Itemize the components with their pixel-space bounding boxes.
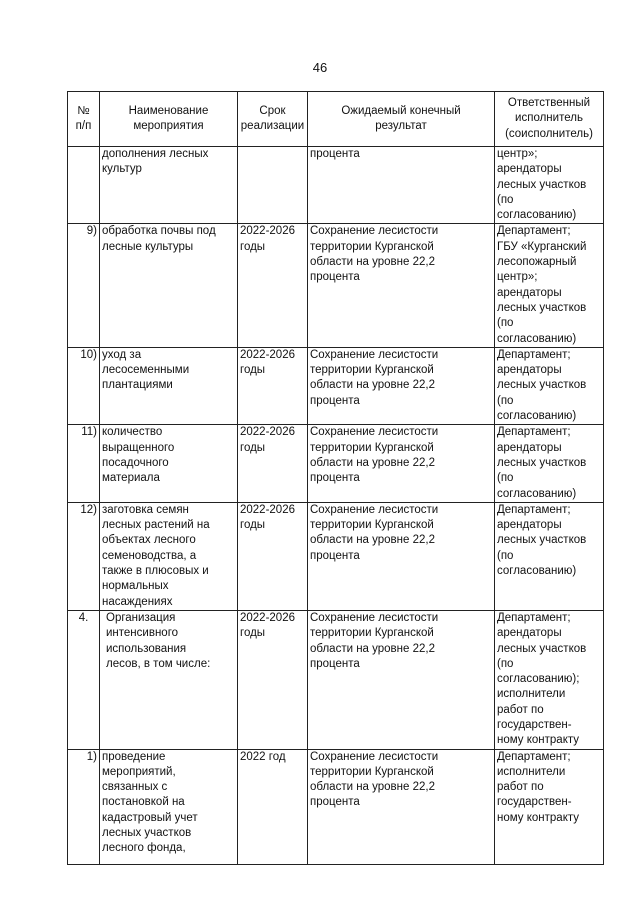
row-result: Сохранение лесистости территории Курганской области на уровне 22,2 процента [308,425,495,502]
table-row [68,347,604,424]
header-name: Наименование мероприятия [100,92,238,147]
row-responsible: Департамент; арендаторы лесных участков (по согласованию) [495,425,604,502]
header-term: Срок реализации [238,92,308,147]
measures-table [67,91,604,865]
row-responsible: Департамент; исполнители работ по государствен- ному контракту [495,749,604,864]
row-name: проведение мероприятий, связанных с постановкой на кадастровый учет лесных участков лесного фонда, [100,749,238,864]
row-responsible: Департамент; арендаторы лесных участков (по согласованию) [495,502,604,610]
header-num: № п/п [68,92,100,147]
header-result: Ожидаемый конечный результат [308,92,495,147]
table-row [68,224,604,347]
row-name: количество выращенного посадочного материала [100,425,238,502]
header-responsible: Ответственный исполнитель (соисполнитель) [495,92,604,147]
row-num [68,147,100,224]
row-name: дополнения лесных культур [100,147,238,224]
row-term [238,147,308,224]
row-term: 2022-2026 годы [238,425,308,502]
row-responsible: Департамент; ГБУ «Курганский лесопожарный центр»; арендаторы лесных участков (по согласованию) [495,224,604,347]
row-responsible: Департамент; арендаторы лесных участков (по согласованию); исполнители работ по государствен- ному контракту [495,610,604,749]
row-term: 2022 год [238,749,308,864]
row-num: 10) [68,347,100,424]
row-num: 4. [68,610,100,749]
row-name: заготовка семян лесных растений на объектах лесного семеноводства, а также в плюсовых и нормальных насаждениях [100,502,238,610]
row-name: Организация интенсивного использования лесов, в том числе: [100,610,238,749]
table-row [68,147,604,224]
row-responsible: центр»; арендаторы лесных участков (по согласованию) [495,147,604,224]
table-row [68,749,604,864]
row-name: обработка почвы под лесные культуры [100,224,238,347]
row-term: 2022-2026 годы [238,502,308,610]
row-term: 2022-2026 годы [238,347,308,424]
table-row [68,425,604,502]
row-result: Сохранение лесистости территории Курганской области на уровне 22,2 процента [308,224,495,347]
table-row [68,502,604,610]
row-result: Сохранение лесистости территории Курганской области на уровне 22,2 процента [308,749,495,864]
row-result: Сохранение лесистости территории Курганской области на уровне 22,2 процента [308,610,495,749]
row-result: процента [308,147,495,224]
row-result: Сохранение лесистости территории Курганской области на уровне 22,2 процента [308,502,495,610]
row-num: 12) [68,502,100,610]
row-term: 2022-2026 годы [238,610,308,749]
table-row [68,610,604,749]
row-num: 11) [68,425,100,502]
page-number: 46 [312,60,328,75]
row-name: уход за лесосеменными плантациями [100,347,238,424]
row-num: 9) [68,224,100,347]
row-term: 2022-2026 годы [238,224,308,347]
row-num: 1) [68,749,100,864]
table-header-row [68,92,604,147]
row-result: Сохранение лесистости территории Курганской области на уровне 22,2 процента [308,347,495,424]
row-responsible: Департамент; арендаторы лесных участков (по согласованию) [495,347,604,424]
